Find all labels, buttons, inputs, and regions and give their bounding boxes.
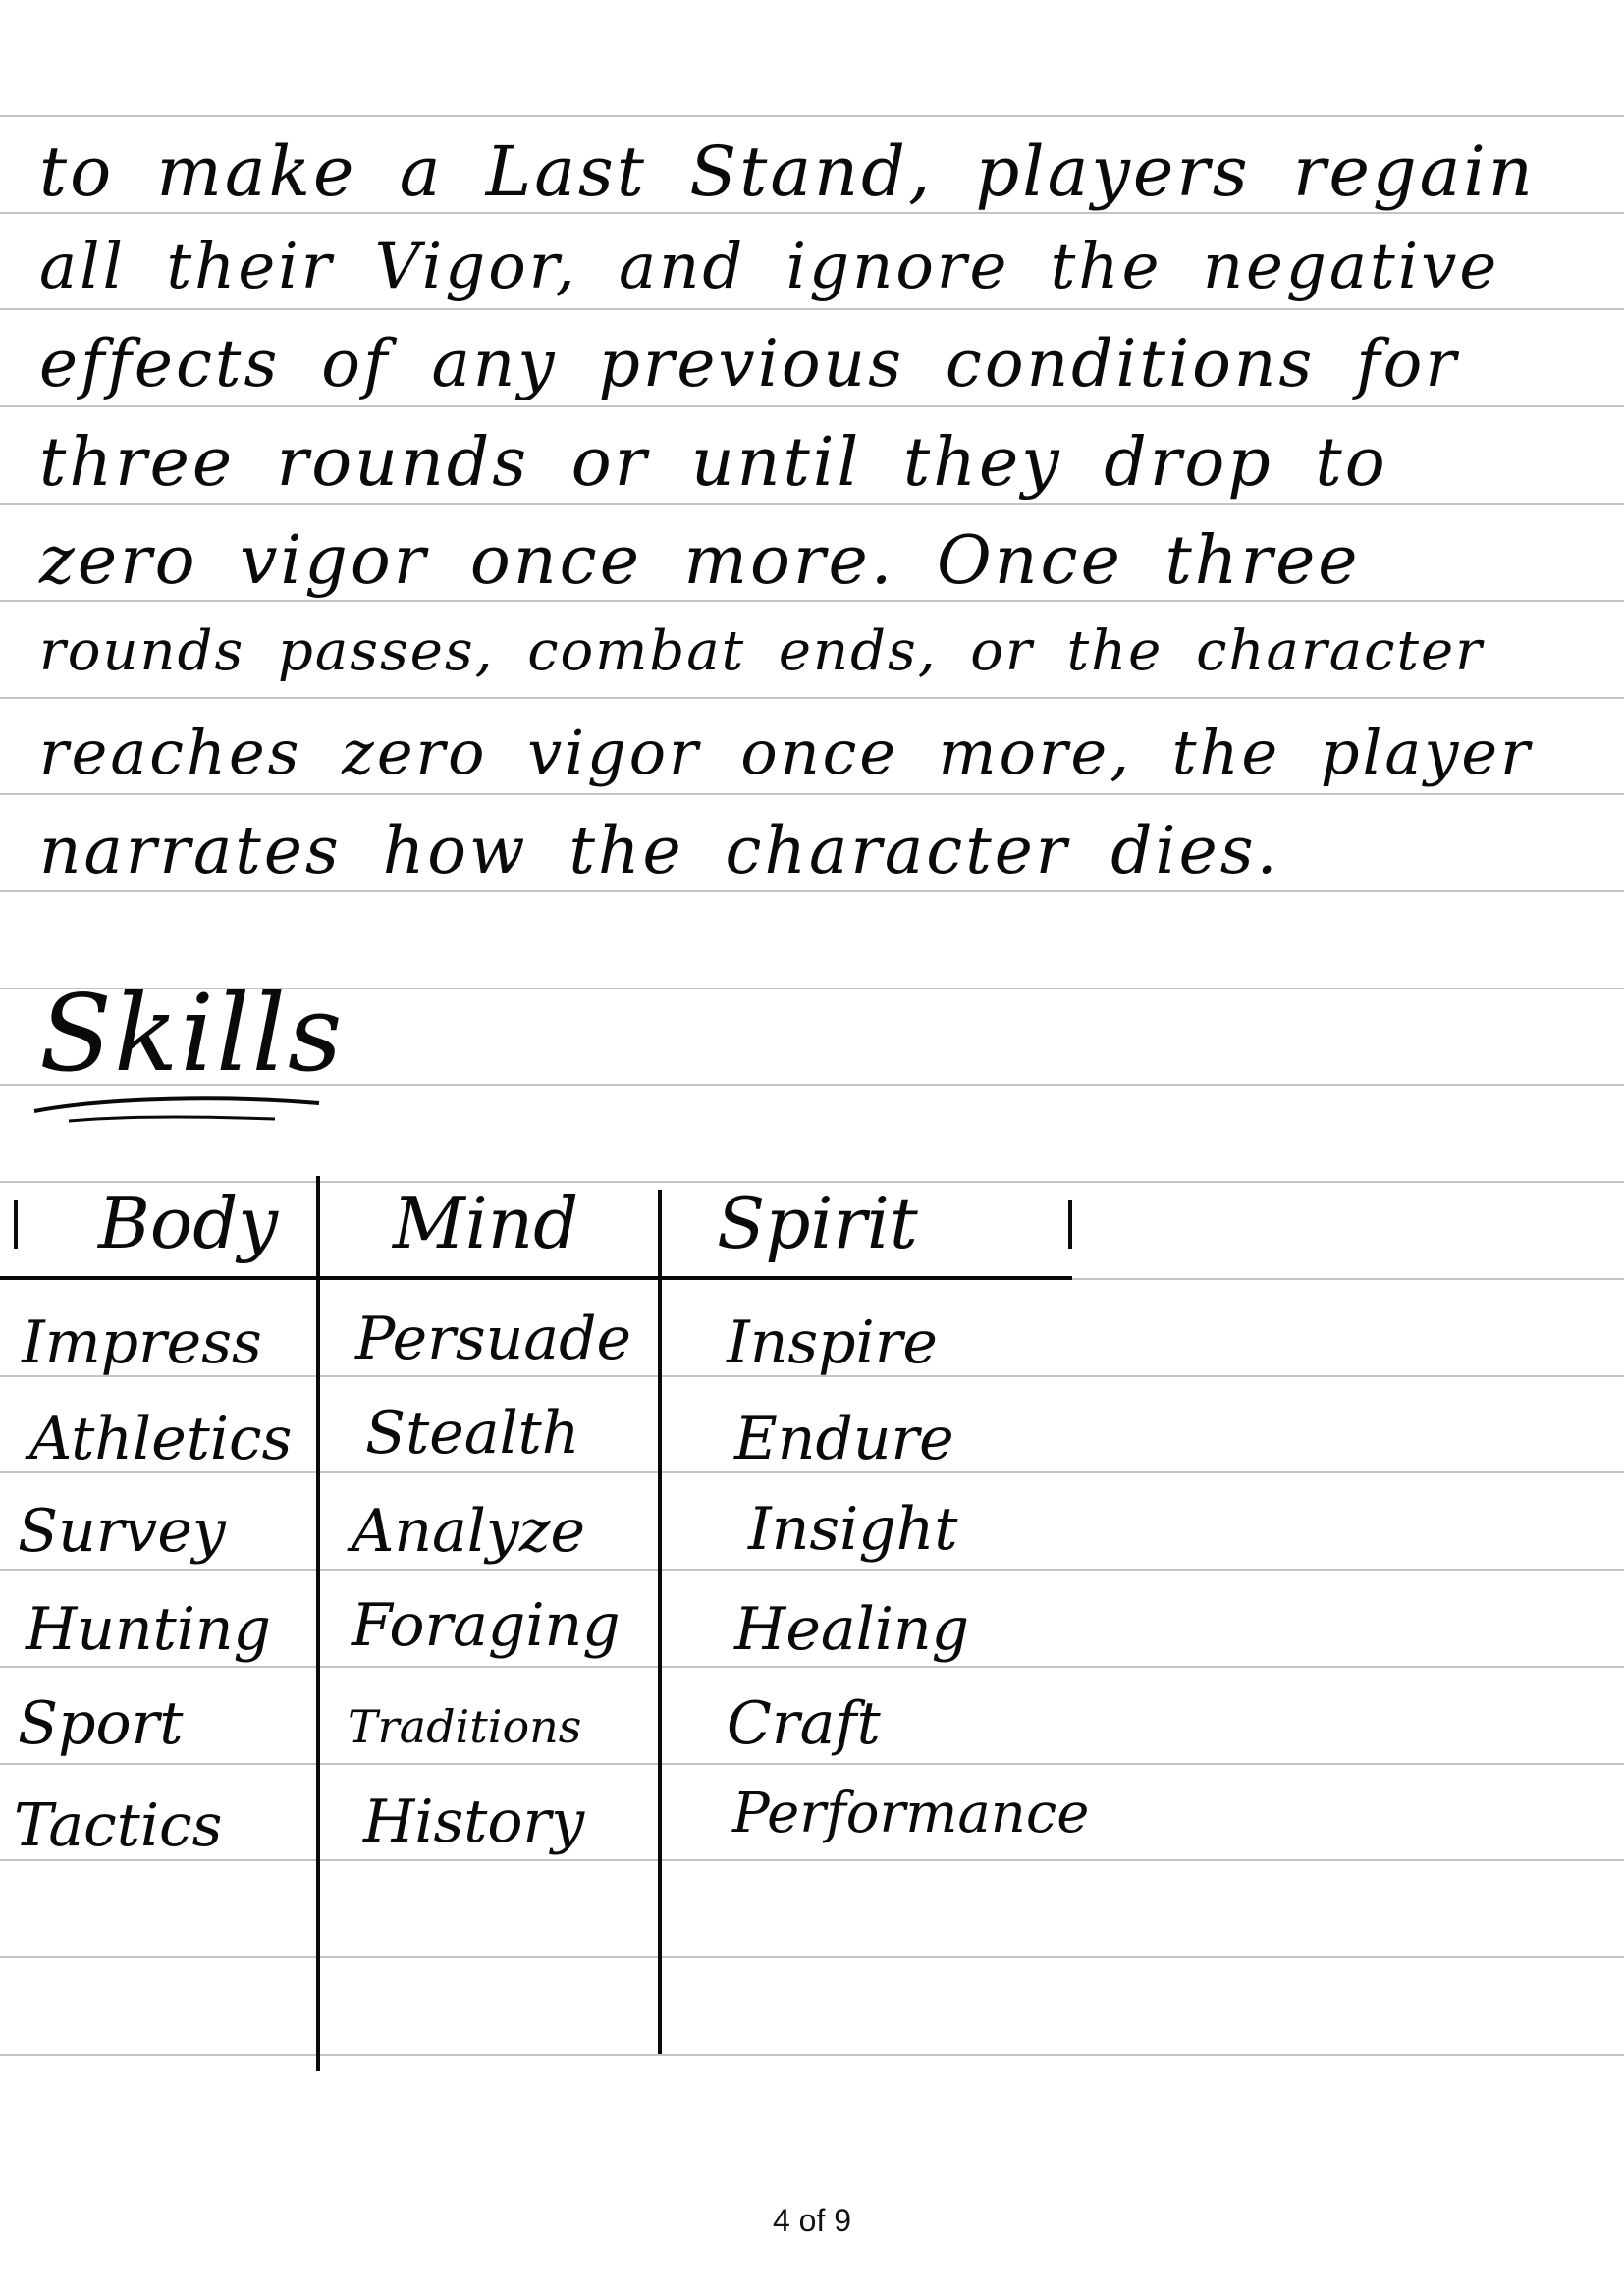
ruled-line xyxy=(0,697,1624,699)
table-cell: Insight xyxy=(748,1495,958,1564)
column-divider xyxy=(316,1176,320,2071)
header-underline xyxy=(0,1276,1072,1280)
table-border-right xyxy=(1068,1200,1072,1249)
column-divider xyxy=(658,1190,662,2054)
paragraph-line: effects of any previous conditions for xyxy=(39,326,1459,401)
ruled-line xyxy=(0,1763,1624,1765)
table-cell: Impress xyxy=(22,1308,262,1377)
paragraph-line: rounds passes, combat ends, or the character xyxy=(39,619,1484,683)
ruled-line xyxy=(0,2054,1624,2056)
ruled-line xyxy=(0,1569,1624,1571)
paragraph-line: all their Vigor, and ignore the negative xyxy=(39,231,1500,303)
paragraph-line: zero vigor once more. Once three xyxy=(39,522,1361,600)
ruled-line xyxy=(0,115,1624,117)
table-cell: Hunting xyxy=(26,1595,271,1664)
ruled-line xyxy=(0,212,1624,214)
table-cell: Traditions xyxy=(348,1700,582,1753)
ruled-line xyxy=(0,308,1624,310)
ruled-line xyxy=(0,793,1624,795)
table-cell: Foraging xyxy=(352,1591,621,1660)
table-cell: Tactics xyxy=(14,1791,223,1860)
table-cell: Healing xyxy=(734,1595,970,1664)
paragraph-line: to make a Last Stand, players regain xyxy=(39,132,1536,212)
table-cell: Endure xyxy=(734,1405,954,1473)
paragraph-line: narrates how the character dies. xyxy=(39,813,1280,888)
column-header-spirit: Spirit xyxy=(717,1182,918,1264)
table-cell: Persuade xyxy=(355,1305,631,1373)
table-border-left xyxy=(14,1200,18,1249)
table-cell: Performance xyxy=(732,1782,1090,1845)
table-cell: Sport xyxy=(18,1689,184,1758)
table-cell: Stealth xyxy=(365,1399,580,1468)
ruled-line xyxy=(0,1666,1624,1668)
table-cell: Craft xyxy=(727,1689,881,1758)
column-header-body: Body xyxy=(98,1182,279,1264)
heading-underline xyxy=(29,1090,324,1129)
ruled-line xyxy=(0,1956,1624,1958)
table-cell: History xyxy=(363,1788,585,1856)
page-number: 4 of 9 xyxy=(772,2203,852,2238)
table-cell: Inspire xyxy=(727,1308,938,1377)
ruled-line xyxy=(0,600,1624,602)
section-heading: Skills xyxy=(39,973,345,1095)
column-header-mind: Mind xyxy=(393,1182,579,1264)
table-cell: Survey xyxy=(18,1497,226,1566)
ruled-line xyxy=(0,1859,1624,1861)
table-cell: Athletics xyxy=(29,1405,293,1473)
table-cell: Analyze xyxy=(352,1497,585,1566)
paragraph-line: reaches zero vigor once more, the player xyxy=(39,717,1533,788)
ruled-line xyxy=(0,503,1624,505)
ruled-line xyxy=(0,405,1624,407)
ruled-line xyxy=(0,890,1624,892)
paragraph-line: three rounds or until they drop to xyxy=(39,424,1388,502)
